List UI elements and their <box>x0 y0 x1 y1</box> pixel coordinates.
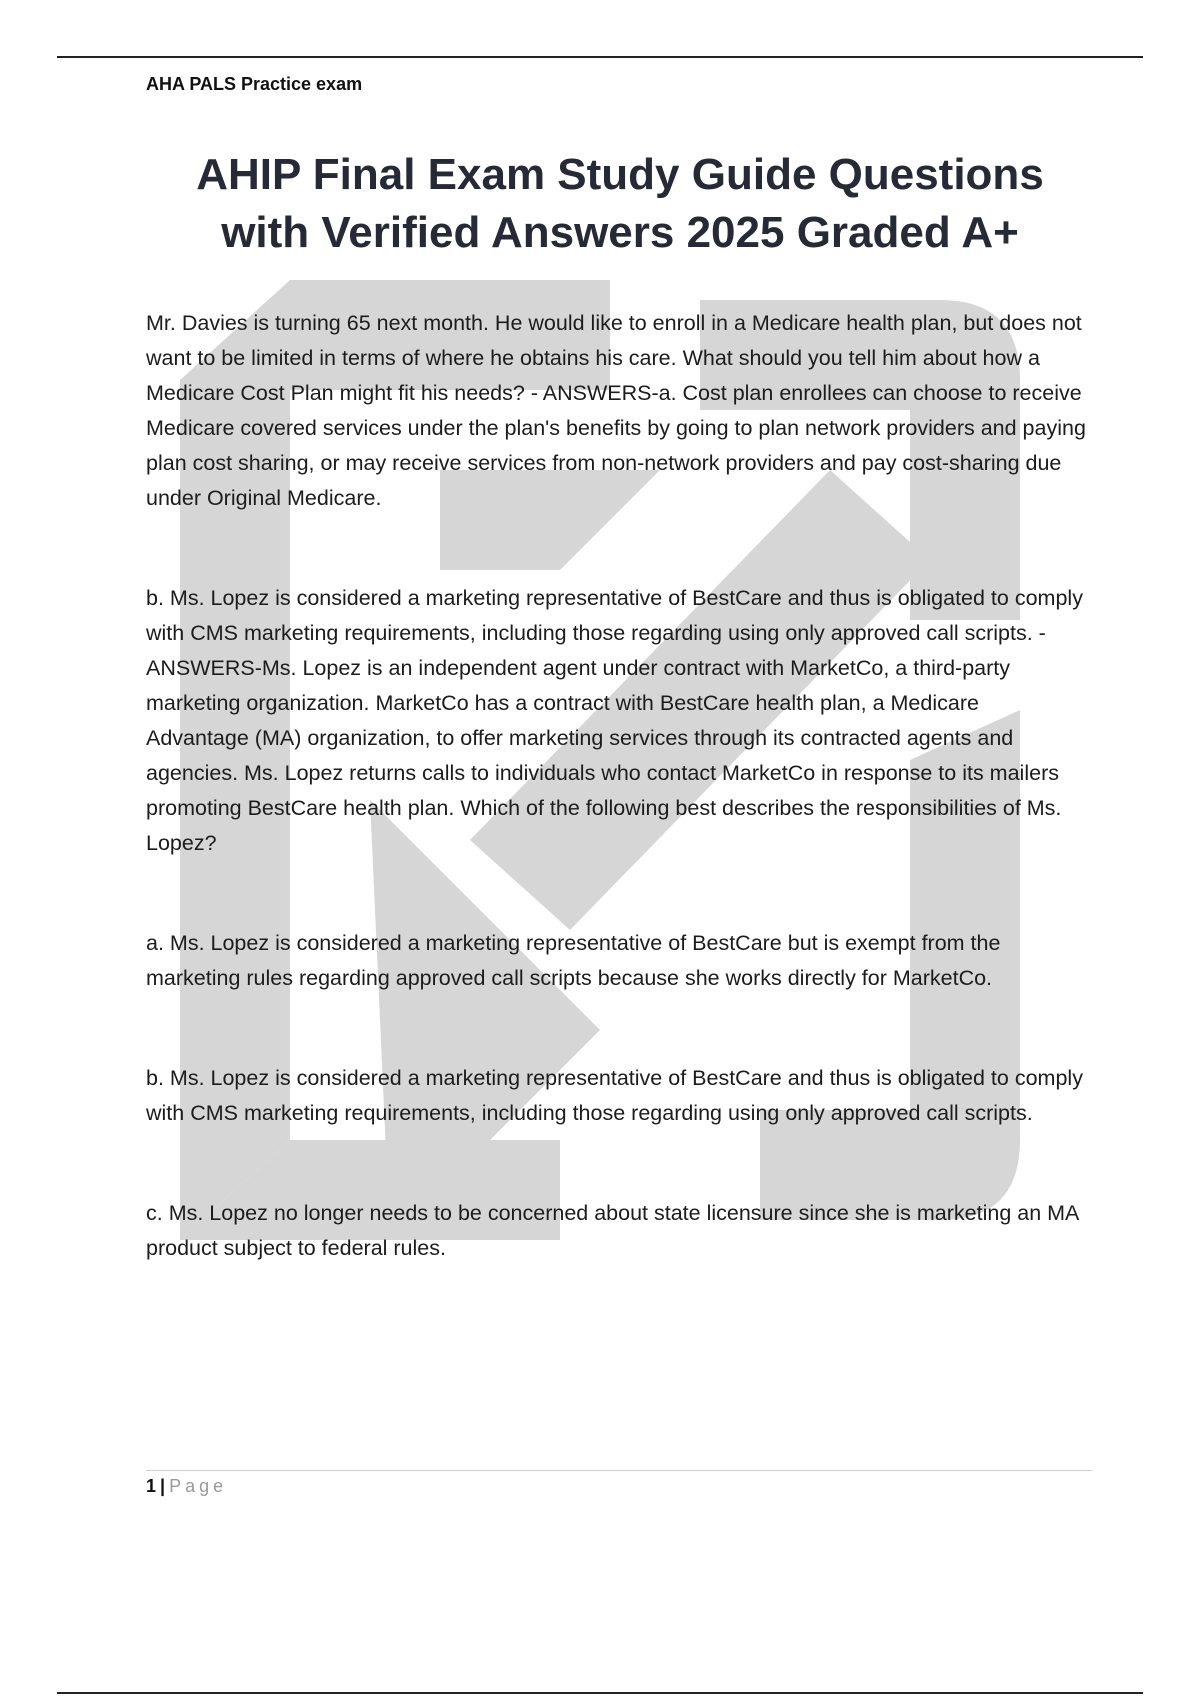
page-footer <box>146 1476 227 1497</box>
title-line-1: AHIP Final Exam Study Guide Questions <box>196 150 1044 199</box>
document-body <box>146 306 1086 1266</box>
page-number: 1 <box>146 1476 157 1496</box>
top-rule <box>57 56 1143 58</box>
document-title <box>120 146 1120 262</box>
answer-option-b: b. Ms. Lopez is considered a marketing representative of BestCare and thus is obligated to comply with CMS marketing requirements, including those regarding using only approved call scripts. <box>146 1066 1083 1125</box>
running-head: AHA PALS Practice exam <box>146 74 363 94</box>
question-paragraph: b. Ms. Lopez is considered a marketing representative of BestCare and thus is obligated to comply with CMS marketing requirements, including those regarding using only approved call scripts. - ANSWERS-Ms. Lopez is an independent agent under contract with MarketCo, a third-party marketing organization. MarketCo has a contract with BestCare health plan, a Medicare Advantage (MA) organization, to offer marketing services through its contracted agents and agencies. Ms. Lopez returns calls to individuals who contact MarketCo in response to its mailers promoting BestCare health plan. Which of the following best describes the responsibilities of Ms. Lopez? <box>146 586 1083 855</box>
answer-option-a: a. Ms. Lopez is considered a marketing representative of BestCare but is exempt from the marketing rules regarding approved call scripts because she works directly for MarketCo. <box>146 931 1001 990</box>
page-label: Page <box>169 1476 228 1496</box>
footer-rule <box>146 1470 1092 1471</box>
question-paragraph: Mr. Davies is turning 65 next month. He would like to enroll in a Medicare health plan, but does not want to be limited in terms of where he obtains his care. What should you tell him about how a Medicare Cost Plan might fit his needs? - ANSWERS-a. Cost plan enrollees can choose to receive Medicare covered services under the plan's benefits by going to plan network providers and paying plan cost sharing, or may receive services from non-network providers and pay cost-sharing due under Original Medicare. <box>146 311 1086 510</box>
title-line-2: with Verified Answers 2025 Graded A+ <box>221 208 1019 257</box>
footer-separator: | <box>160 1476 166 1496</box>
answer-option-c: c. Ms. Lopez no longer needs to be concerned about state licensure since she is marketing an MA product subject to federal rules. <box>146 1201 1079 1260</box>
bottom-rule <box>57 1692 1143 1694</box>
